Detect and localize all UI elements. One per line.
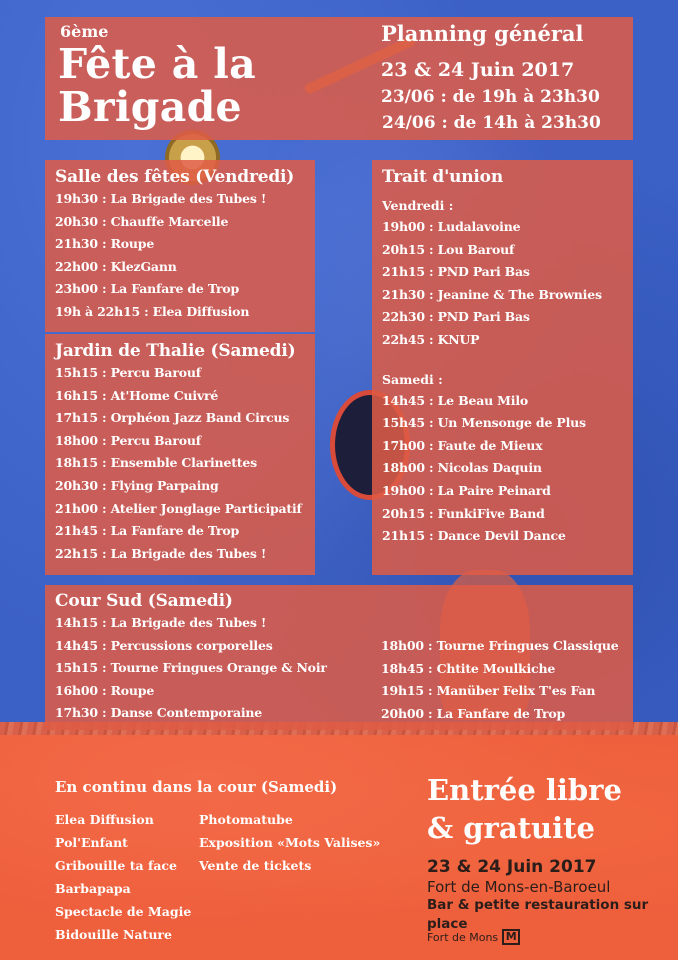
cour-title: Cour Sud (Samedi) [55,591,233,611]
schedule-item: 18h00 : Percu Barouf [55,432,201,448]
activity-item: Gribouille ta face [55,858,177,873]
schedule-item: 23h00 : La Fanfare de Trop [55,281,240,297]
schedule-item: 19h00 : Ludalavoine [382,219,521,234]
free-entry-line-2: & gratuite [427,811,595,845]
jardin-title: Jardin de Thalie (Samedi) [55,341,296,361]
hours-day-1: 23/06 : de 19h à 23h30 [381,87,600,107]
schedule-item: 17h15 : Orphéon Jazz Band Circus [55,410,290,426]
header-panel [45,17,633,140]
schedule-item: 15h15 : Percu Barouf [55,365,201,380]
hours-day-2: 24/06 : de 14h à 23h30 [382,113,601,133]
schedule-item: 16h00 : Roupe [55,682,155,698]
edition-label: 6ème [60,22,109,41]
venue-dates: 23 & 24 Juin 2017 [427,857,597,877]
logo-mark-icon: M [502,929,520,945]
schedule-item: 14h15 : La Brigade des Tubes ! [55,615,267,630]
activity-item: Photomatube [199,812,293,827]
schedule-item: 22h45 : KNUP [382,331,480,347]
event-dates: 23 & 24 Juin 2017 [381,59,575,81]
schedule-item: 21h15 : PND Pari Bas [382,264,530,280]
schedule-item: 15h15 : Tourne Fringues Orange & Noir [55,660,327,676]
schedule-item: 20h15 : Lou Barouf [382,241,515,257]
schedule-item: 15h45 : Un Mensonge de Plus [382,415,586,431]
event-title-line-1: Fête à la [58,40,256,88]
activity-item: Spectacle de Magie [55,904,192,919]
schedule-item: 21h15 : Dance Devil Dance [382,528,566,544]
continuous-title: En continu dans la cour (Samedi) [55,778,338,796]
schedule-item: 21h00 : Atelier Jonglage Participatif [55,500,302,516]
continuous-activities [55,778,385,942]
cour-left-column [55,612,327,725]
schedule-item: 21h45 : La Fanfare de Trop [55,523,240,539]
schedule-item: 18h15 : Ensemble Clarinettes [55,455,257,471]
planning-heading: Planning général [381,21,584,46]
free-entry-heading [427,771,622,847]
schedule-item: 22h00 : KlezGann [55,258,177,274]
schedule-item: 21h30 : Roupe [55,236,155,252]
venue-bar-note: Bar & petite restauration sur place [427,897,649,932]
activity-item: Barbapapa [55,881,131,896]
schedule-item: 17h00 : Faute de Mieux [382,437,543,453]
schedule-item: 19h30 : La Brigade des Tubes ! [55,191,267,206]
schedule-item: 19h15 : Manüber Felix T'es Fan [381,683,596,699]
trait-title: Trait d'union [382,167,503,187]
logo-text: Fort de Mons [427,930,499,944]
schedule-item: 20h30 : Chauffe Marcelle [55,213,229,229]
schedule-item: 20h30 : Flying Parpaing [55,477,219,493]
event-title [58,40,256,131]
schedule-item: 20h00 : La Fanfare de Trop [381,705,566,721]
venue-info [427,856,678,934]
venue-place: Fort de Mons-en-Baroeul [427,878,611,896]
schedule-item: 19h00 : La Paire Peinard [382,482,551,498]
friday-label: Vendredi : [382,198,454,213]
activity-item: Vente de tickets [199,858,312,873]
schedule-item: 14h45 : Le Beau Milo [382,392,529,408]
saturday-label: Samedi : [382,371,443,387]
activity-item: Exposition «Mots Valises» [199,835,381,850]
schedule-item: 19h à 22h15 : Elea Diffusion [55,303,250,319]
event-title-line-2: Brigade [58,83,242,131]
schedule-item: 14h45 : Percussions corporelles [55,637,273,653]
salle-title: Salle des fêtes (Vendredi) [55,167,295,187]
jardin-de-thalie-panel [45,334,315,575]
schedule-item: 22h30 : PND Pari Bas [382,309,530,325]
schedule-item: 18h45 : Chtite Moulkiche [381,660,556,676]
schedule-item: 20h15 : FunkiFive Band [382,505,545,521]
activity-item: Elea Diffusion [55,812,154,827]
activity-item: Bidouille Nature [55,927,172,942]
schedule-item: 22h15 : La Brigade des Tubes ! [55,545,267,561]
activities-column-b [199,808,380,877]
cour-right-column [381,635,619,725]
free-entry-line-1: Entrée libre [427,773,622,807]
activities-column-a [55,808,191,946]
schedule-item: 16h15 : At'Home Cuivré [55,387,219,403]
activity-item: Pol'Enfant [55,835,128,850]
trait-d-union-panel [372,160,633,575]
schedule-item: 17h30 : Danse Contemporaine [55,705,263,721]
salle-des-fetes-panel [45,160,315,332]
schedule-item: 18h00 : Tourne Fringues Classique [381,638,619,653]
schedule-item: 18h00 : Nicolas Daquin [382,460,542,476]
fort-de-mons-logo [427,929,520,945]
cour-sud-panel [45,585,633,730]
schedule-item: 21h30 : Jeanine & The Brownies [382,286,602,302]
